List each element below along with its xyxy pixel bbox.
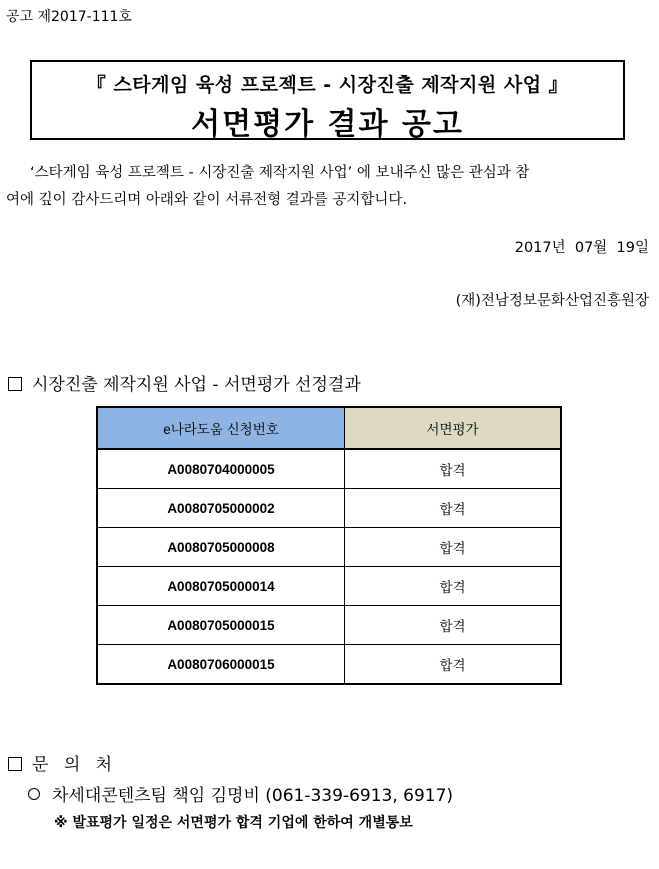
- announcement-date: 2017년 07월 19일: [514, 240, 649, 256]
- table-row: [97, 528, 561, 567]
- announcement-body: [6, 160, 652, 214]
- table-row: [97, 645, 561, 685]
- evaluation-result-cell: 합격: [345, 449, 562, 489]
- body-line-1: ‘스타게임 육성 프로젝트 - 시장진출 제작지원 사업’ 에 보내주신 많은 관심과 참: [30, 165, 530, 181]
- title-subtitle: 『 스타게임 육성 프로젝트 - 시장진출 제작지원 사업 』: [86, 74, 569, 96]
- page-title: 서면평가 결과 공고: [191, 107, 464, 142]
- checkbox-square-icon: [8, 377, 22, 391]
- table-row: [97, 489, 561, 528]
- circle-bullet-icon: [28, 788, 40, 800]
- results-table: [96, 406, 562, 685]
- evaluation-result-cell: 합격: [345, 606, 562, 645]
- evaluation-result-cell: 합격: [345, 567, 562, 606]
- section-heading: [8, 370, 361, 395]
- header-application-number: e나라도움 신청번호: [97, 407, 345, 449]
- contact-title: 문 의 처: [32, 755, 118, 775]
- contact-heading: [8, 750, 117, 775]
- evaluation-result-cell: 합격: [345, 528, 562, 567]
- evaluation-result-cell: 합격: [345, 645, 562, 685]
- contact-person: 차세대콘텐츠팀 책임 김명비 (061-339-6913, 6917): [52, 786, 454, 806]
- application-number-cell: A0080705000015: [97, 606, 345, 645]
- table-row: [97, 449, 561, 489]
- header-evaluation: 서면평가: [345, 407, 562, 449]
- evaluation-note: ※ 발표평가 일정은 서면평가 합격 기업에 한하여 개별통보: [54, 815, 413, 831]
- issuing-organization: (재)전남정보문화산업진흥원장: [455, 293, 649, 309]
- application-number-cell: A0080705000002: [97, 489, 345, 528]
- application-number-cell: A0080705000008: [97, 528, 345, 567]
- section-title: 시장진출 제작지원 사업 - 서면평가 선정결과: [32, 375, 361, 395]
- application-number-cell: A0080705000014: [97, 567, 345, 606]
- checkbox-square-icon: [8, 757, 22, 771]
- notice-number: 공고 제2017-111호: [6, 9, 132, 25]
- evaluation-result-cell: 합격: [345, 489, 562, 528]
- table-header-row: [97, 407, 561, 449]
- title-box: [30, 60, 625, 140]
- application-number-cell: A0080704000005: [97, 449, 345, 489]
- contact-info: [28, 781, 453, 806]
- table-row: [97, 567, 561, 606]
- body-line-2: 여에 깊이 감사드리며 아래와 같이 서류전형 결과를 공지합니다.: [6, 192, 408, 208]
- table-row: [97, 606, 561, 645]
- application-number-cell: A0080706000015: [97, 645, 345, 685]
